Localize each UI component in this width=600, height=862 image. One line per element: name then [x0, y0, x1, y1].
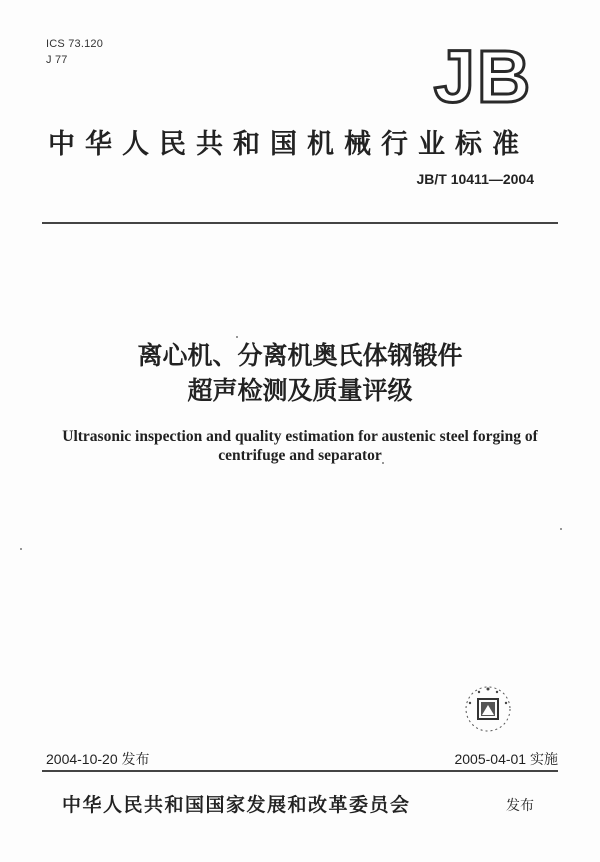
ics-code: ICS 73.120 [46, 38, 104, 50]
chinese-title-line-2: 超声检测及质量评级 [187, 376, 413, 405]
jb-logo [408, 40, 558, 110]
chinese-title-line-1: 离心机、分离机奥氏体钢锻件 [137, 341, 463, 370]
publisher-suffix: 发布 [506, 798, 534, 814]
scan-speck [382, 462, 384, 464]
english-title-line-2: centrifuge and separator [218, 447, 382, 464]
logo-text: JB [433, 40, 533, 110]
issue-date: 2004-10-20 发布 [46, 751, 150, 767]
footer-divider [42, 770, 558, 772]
category-code: J 77 [46, 54, 68, 66]
standard-title: 中华人民共和国机械行业标准 [48, 129, 529, 160]
scan-speck [20, 548, 22, 550]
scan-speck [236, 336, 238, 338]
publisher-seal-icon [462, 683, 514, 735]
implement-date: 2005-04-01 实施 [454, 751, 558, 767]
header-divider [42, 222, 558, 224]
english-title-line-1: Ultrasonic inspection and quality estimation for austenic steel forging of [62, 428, 538, 445]
publisher-name: 中华人民共和国国家发展和改革委员会 [62, 794, 411, 816]
standard-number: JB/T 10411—2004 [416, 171, 534, 187]
scan-speck [560, 528, 562, 530]
